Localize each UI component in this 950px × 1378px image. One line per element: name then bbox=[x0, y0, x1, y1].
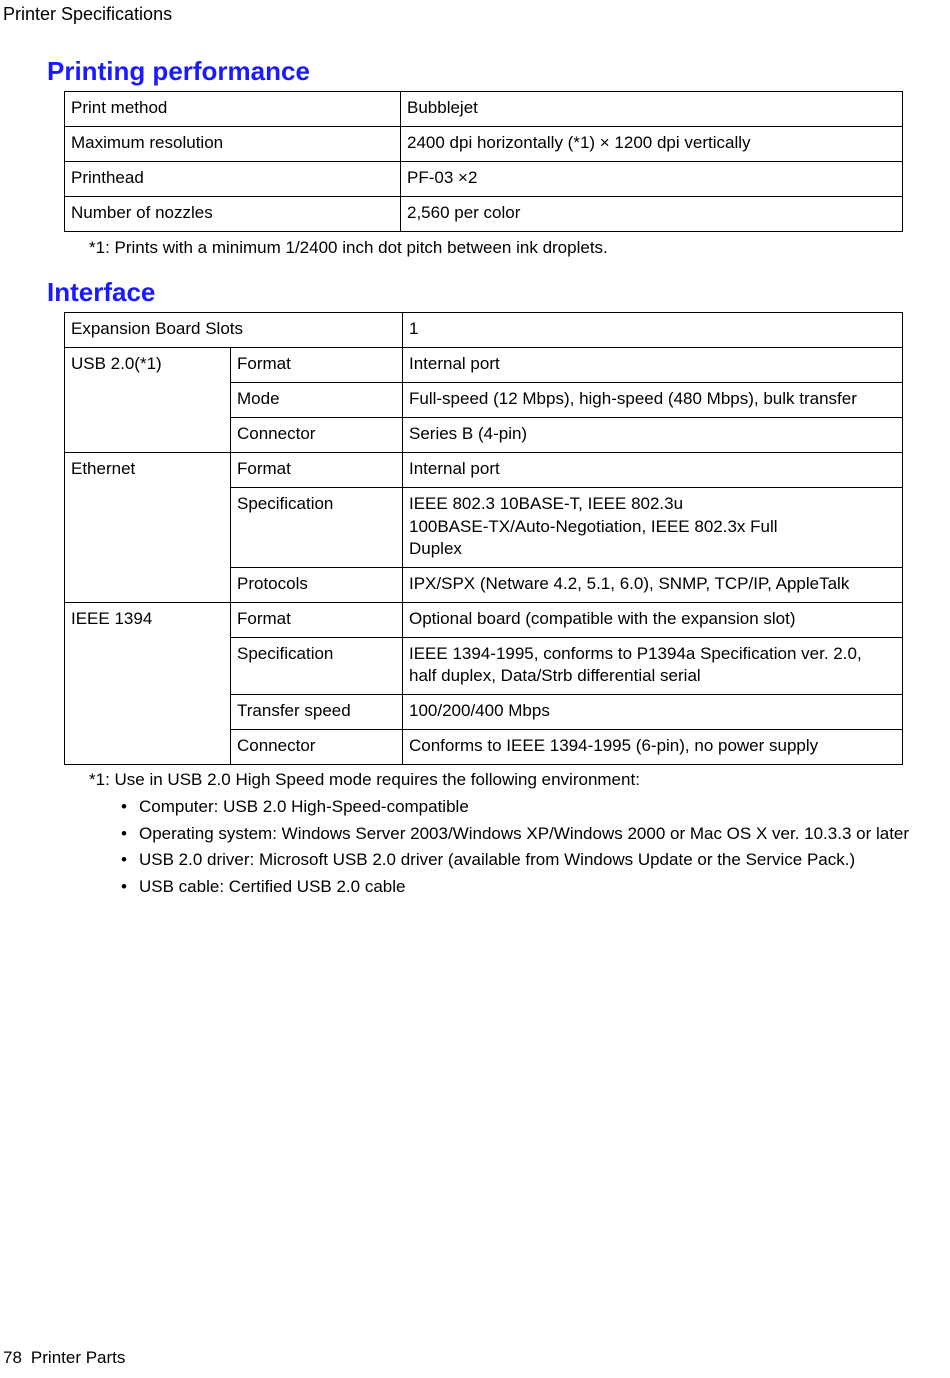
table-row bbox=[65, 453, 903, 488]
spec-value: Series B (4-pin) bbox=[403, 418, 903, 453]
bullet-icon: • bbox=[121, 797, 127, 816]
interface-group-ethernet: Ethernet bbox=[65, 453, 231, 603]
running-header: Printer Specifications bbox=[3, 4, 173, 24]
spec-label: Specification bbox=[231, 488, 403, 568]
spec-value-line: 100BASE-TX/Auto-Negotiation, IEEE 802.3x Full bbox=[409, 516, 778, 536]
spec-label: Connector bbox=[231, 729, 403, 764]
interface-group-usb: USB 2.0(*1) bbox=[65, 348, 231, 453]
list-item bbox=[121, 875, 909, 902]
list-item bbox=[121, 795, 909, 822]
requirement-text: Computer: USB 2.0 High-Speed-compatible bbox=[139, 797, 469, 816]
table-row bbox=[65, 348, 903, 383]
requirements-list bbox=[121, 795, 909, 901]
section-title-interface: Interface bbox=[47, 277, 156, 307]
table-row bbox=[65, 162, 903, 197]
spec-value-line: Duplex bbox=[409, 539, 462, 558]
spec-value bbox=[403, 488, 903, 568]
spec-label: Protocols bbox=[231, 567, 403, 602]
requirement-text: USB cable: Certified USB 2.0 cable bbox=[139, 876, 406, 896]
spec-value-line: IEEE 1394-1995, conforms to P1394a Specification ver. 2.0, bbox=[409, 643, 862, 663]
spec-value-line: IEEE 802.3 10BASE-T, IEEE 802.3u bbox=[409, 494, 684, 513]
spec-label: Transfer speed bbox=[231, 694, 403, 729]
spec-value: IPX/SPX (Netware 4.2, 5.1, 6.0), SNMP, TCP/IP, AppleTalk bbox=[403, 567, 903, 602]
bullet-icon: • bbox=[121, 850, 127, 869]
spec-label: Format bbox=[231, 602, 403, 637]
spec-value: 1 bbox=[403, 313, 903, 348]
requirement-text: USB 2.0 driver: Microsoft USB 2.0 driver (available from Windows Update or the Service Pack.) bbox=[139, 850, 856, 869]
printing-performance-table bbox=[64, 91, 903, 232]
table-row bbox=[65, 92, 903, 127]
footer-section: Printer Parts bbox=[30, 1348, 126, 1367]
running-footer bbox=[3, 1348, 125, 1368]
spec-value: Bubblejet bbox=[401, 92, 903, 127]
spec-label: Format bbox=[231, 453, 403, 488]
table-row bbox=[65, 602, 903, 637]
requirement-text: Operating system: Windows Server 2003/Windows XP/Windows 2000 or Mac OS X ver. 10.3.3 or later bbox=[139, 823, 910, 843]
list-item bbox=[121, 822, 909, 849]
spec-value: Conforms to IEEE 1394-1995 (6-pin), no power supply bbox=[403, 729, 903, 764]
spec-value: 100/200/400 Mbps bbox=[403, 694, 903, 729]
interface-group-ieee1394: IEEE 1394 bbox=[65, 602, 231, 764]
spec-value: Internal port bbox=[403, 348, 903, 383]
bullet-icon: • bbox=[121, 876, 127, 896]
spec-label: Number of nozzles bbox=[65, 197, 401, 232]
spec-value: 2400 dpi horizontally (*1) × 1200 dpi vertically bbox=[401, 127, 903, 162]
footnote-usb-environment: *1: Use in USB 2.0 High Speed mode requires the following environment: bbox=[89, 770, 640, 789]
spec-label: Connector bbox=[231, 418, 403, 453]
page-number: 78 bbox=[3, 1348, 22, 1367]
table-row bbox=[65, 197, 903, 232]
spec-value: 2,560 per color bbox=[401, 197, 903, 232]
spec-value: PF-03 ×2 bbox=[401, 162, 903, 197]
table-row bbox=[65, 127, 903, 162]
spec-label: Maximum resolution bbox=[65, 127, 401, 162]
interface-table bbox=[64, 312, 903, 765]
spec-label: Specification bbox=[231, 637, 403, 694]
spec-label: Printhead bbox=[65, 162, 401, 197]
table-row bbox=[65, 313, 903, 348]
list-item bbox=[121, 848, 909, 875]
spec-label: Expansion Board Slots bbox=[65, 313, 403, 348]
bullet-icon: • bbox=[121, 823, 127, 843]
spec-label: Format bbox=[231, 348, 403, 383]
spec-value: Optional board (compatible with the expansion slot) bbox=[403, 602, 903, 637]
spec-label: Mode bbox=[231, 383, 403, 418]
spec-value: Internal port bbox=[403, 453, 903, 488]
spec-value bbox=[403, 637, 903, 694]
section-title-printing-performance: Printing performance bbox=[47, 56, 310, 86]
spec-value-line: half duplex, Data/Strb differential serial bbox=[409, 666, 701, 685]
spec-label: Print method bbox=[65, 92, 401, 127]
spec-value: Full-speed (12 Mbps), high-speed (480 Mbps), bulk transfer bbox=[403, 383, 903, 418]
footnote-resolution: *1: Prints with a minimum 1/2400 inch dot pitch between ink droplets. bbox=[89, 238, 608, 257]
